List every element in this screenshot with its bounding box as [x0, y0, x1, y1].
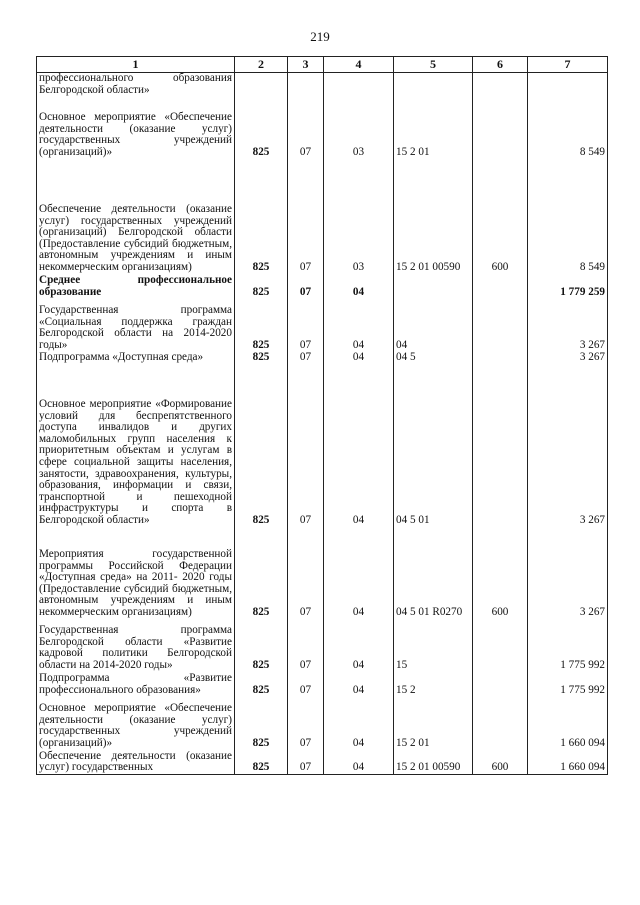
- table-row: [37, 73, 608, 97]
- row-expense-type-cell: [473, 672, 528, 697]
- row-section-cell: 07: [288, 672, 324, 697]
- row-name-cell: Основное мероприятие «Формирование условий для беспрепятственного доступа инвалидов и других маломобильных групп населения к приоритетным объектам и услугам в сфере социальной защиты населения, занятости, здравоохранения, культуры, образования, информации и связи, транспортной и пешеходной инфраструктуры и спорта в Белгородской области»: [37, 364, 235, 527]
- column-header-5: 5: [394, 57, 473, 73]
- row-target-article-cell: 04 5 01 R0270: [394, 527, 473, 619]
- row-amount-cell: 1 779 259: [528, 274, 608, 299]
- row-amount-cell: 1 775 992: [528, 672, 608, 697]
- page-number: 219: [310, 29, 330, 44]
- row-section-cell: 07: [288, 697, 324, 750]
- row-subsection-cell: 04: [324, 619, 394, 672]
- row-expense-type-cell: 600: [473, 750, 528, 775]
- row-section-cell: 07: [288, 527, 324, 619]
- row-target-article-cell: 04: [394, 299, 473, 352]
- row-amount-cell: 3 267: [528, 527, 608, 619]
- table-row: [37, 159, 608, 274]
- column-header-4: 4: [324, 57, 394, 73]
- row-target-article-cell: 15 2: [394, 672, 473, 697]
- row-expense-type-cell: [473, 352, 528, 364]
- row-admin-code-cell: 825: [235, 352, 288, 364]
- row-name-cell: профессионального образования Белгородской области»: [37, 73, 235, 97]
- row-subsection-cell: 04: [324, 352, 394, 364]
- row-target-article-cell: 15 2 01: [394, 97, 473, 159]
- column-header-7: 7: [528, 57, 608, 73]
- row-amount-cell: 1 660 094: [528, 750, 608, 775]
- table-row: [37, 364, 608, 527]
- row-expense-type-cell: [473, 299, 528, 352]
- row-amount-cell: 3 267: [528, 299, 608, 352]
- row-target-article-cell: 15 2 01 00590: [394, 159, 473, 274]
- row-amount-cell: [528, 73, 608, 97]
- row-subsection-cell: 04: [324, 274, 394, 299]
- row-section-cell: 07: [288, 352, 324, 364]
- row-expense-type-cell: [473, 274, 528, 299]
- table-row: [37, 750, 608, 775]
- row-name-cell: Государственная программа Белгородской области «Развитие кадровой политики Белгородской области на 2014-2020 годы»: [37, 619, 235, 672]
- table-row: [37, 299, 608, 352]
- row-admin-code-cell: 825: [235, 364, 288, 527]
- row-expense-type-cell: [473, 364, 528, 527]
- row-subsection-cell: 04: [324, 364, 394, 527]
- column-header-2: 2: [235, 57, 288, 73]
- row-subsection-cell: 03: [324, 97, 394, 159]
- column-header-6: 6: [473, 57, 528, 73]
- row-subsection-cell: 04: [324, 697, 394, 750]
- row-name-cell: Обеспечение деятельности (оказание услуг) государственных учреждений (организаций) Белгородской области (Предоставление субсидий бюджетным, автономным учреждениям и иным некоммерческим организациям): [37, 159, 235, 274]
- row-name-cell: Подпрограмма «Развитие профессионального образования»: [37, 672, 235, 697]
- row-admin-code-cell: 825: [235, 159, 288, 274]
- row-target-article-cell: [394, 274, 473, 299]
- row-expense-type-cell: [473, 619, 528, 672]
- row-expense-type-cell: [473, 97, 528, 159]
- row-subsection-cell: 03: [324, 159, 394, 274]
- row-name-cell: Государственная программа «Социальная поддержка граждан Белгородской области на 2014-2020 годы»: [37, 299, 235, 352]
- table-row: [37, 619, 608, 672]
- row-admin-code-cell: [235, 73, 288, 97]
- row-amount-cell: 3 267: [528, 352, 608, 364]
- row-name-cell: Обеспечение деятельности (оказание услуг) государственных: [37, 750, 235, 775]
- row-section-cell: 07: [288, 97, 324, 159]
- row-target-article-cell: 15 2 01: [394, 697, 473, 750]
- row-amount-cell: 8 549: [528, 97, 608, 159]
- row-amount-cell: 1 775 992: [528, 619, 608, 672]
- row-section-cell: 07: [288, 274, 324, 299]
- budget-table: [36, 56, 608, 775]
- row-target-article-cell: 04 5: [394, 352, 473, 364]
- row-target-article-cell: [394, 73, 473, 97]
- row-section-cell: 07: [288, 619, 324, 672]
- table-row: [37, 527, 608, 619]
- row-expense-type-cell: [473, 73, 528, 97]
- row-target-article-cell: 15 2 01 00590: [394, 750, 473, 775]
- row-subsection-cell: 04: [324, 750, 394, 775]
- row-name-cell: Основное мероприятие «Обеспечение деятельности (оказание услуг) государственных учреждений (организаций)»: [37, 697, 235, 750]
- row-admin-code-cell: 825: [235, 672, 288, 697]
- column-header-1: 1: [37, 57, 235, 73]
- table-row: [37, 697, 608, 750]
- row-expense-type-cell: [473, 697, 528, 750]
- row-admin-code-cell: 825: [235, 750, 288, 775]
- row-section-cell: [288, 73, 324, 97]
- row-name-cell: Основное мероприятие «Обеспечение деятельности (оказание услуг) государственных учреждений (организаций)»: [37, 97, 235, 159]
- column-header-3: 3: [288, 57, 324, 73]
- table-row: [37, 352, 608, 364]
- row-section-cell: 07: [288, 750, 324, 775]
- row-section-cell: 07: [288, 299, 324, 352]
- row-name-cell: Подпрограмма «Доступная среда»: [37, 352, 235, 364]
- row-target-article-cell: 04 5 01: [394, 364, 473, 527]
- row-admin-code-cell: 825: [235, 527, 288, 619]
- row-subsection-cell: 04: [324, 672, 394, 697]
- row-subsection-cell: 04: [324, 527, 394, 619]
- row-name-cell: Мероприятия государственной программы Российской Федерации «Доступная среда» на 2011- 2020 годы (Предоставление субсидий бюджетным, автономным учреждениям и иным некоммерческим организациям): [37, 527, 235, 619]
- table-header: [37, 57, 608, 73]
- row-expense-type-cell: 600: [473, 159, 528, 274]
- row-target-article-cell: 15: [394, 619, 473, 672]
- row-amount-cell: 8 549: [528, 159, 608, 274]
- row-section-cell: 07: [288, 159, 324, 274]
- row-admin-code-cell: 825: [235, 697, 288, 750]
- row-amount-cell: 3 267: [528, 364, 608, 527]
- row-admin-code-cell: 825: [235, 299, 288, 352]
- row-subsection-cell: [324, 73, 394, 97]
- row-expense-type-cell: 600: [473, 527, 528, 619]
- table-row: [37, 672, 608, 697]
- row-name-cell: Среднее профессиональное образование: [37, 274, 235, 299]
- row-admin-code-cell: 825: [235, 97, 288, 159]
- row-amount-cell: 1 660 094: [528, 697, 608, 750]
- table-body: [37, 73, 608, 775]
- row-section-cell: 07: [288, 364, 324, 527]
- row-admin-code-cell: 825: [235, 274, 288, 299]
- table-row: [37, 97, 608, 159]
- row-subsection-cell: 04: [324, 299, 394, 352]
- row-admin-code-cell: 825: [235, 619, 288, 672]
- table-row: [37, 274, 608, 299]
